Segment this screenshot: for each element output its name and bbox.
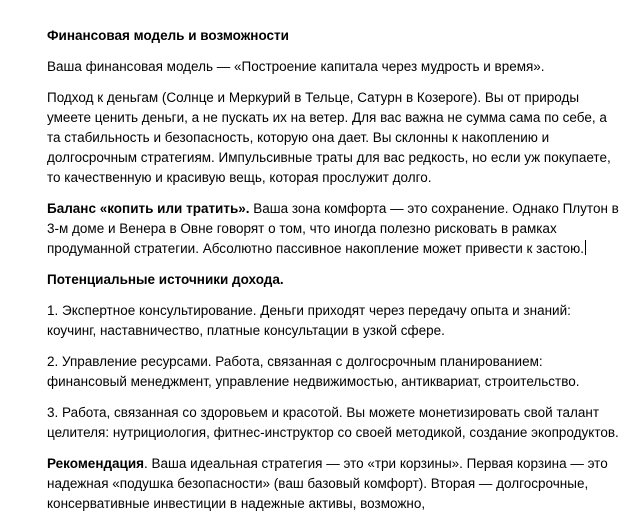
heading-income-sources: Потенциальные источники дохода. [47,272,284,287]
document-body[interactable] [47,26,622,525]
list-item-source-3: 3. Работа, связанная со здоровьем и красотой. Вы можете монетизировать свой талант целителя: нутрициология, фитнес-инструктор со своей методикой, создание экопродуктов. [47,405,619,440]
paragraph-balance [47,199,622,259]
paragraph-financial-model: Ваша финансовая модель — «Построение капитала через мудрость и время». [47,59,545,74]
balance-lead: Баланс «копить или тратить». [47,201,250,216]
paragraph-money-approach: Подход к деньгам (Солнце и Меркурий в Тельце, Сатурн в Козероге). Вы от природы умеете ценить деньги, а не пускать их на ветер. Для вас важна не сумма сама по себе, а та стабильность и безопасность, которую она дает. Вы склонны к накоплению и долгосрочным стратегиям. Импульсивные траты для вас редкость, но если уж покупаете, то качественную и красивую вещь, которая прослужит долго. [47,90,611,185]
heading-financial-model: Финансовая модель и возможности [47,28,289,43]
text-cursor [585,240,586,255]
paragraph-recommendation [47,454,622,514]
balance-text: Ваша зона комфорта — это сохранение. Однако Плутон в 3-м доме и Венера в Овне говорят о том, что иногда полезно рисковать в рамках продуманной стратегии. Абсолютно пассивное накопление может привести к застою. [47,201,619,256]
recommendation-text: . Ваша идеальная стратегия — это «три корзины». Первая корзина — это надежная «подушка безопасности» (ваш базовый комфорт). Вторая — долгосрочные, консервативные инвестиции в надежные активы, возможно, [47,456,608,511]
recommendation-lead: Рекомендация [47,456,145,471]
list-item-source-2: 2. Управление ресурсами. Работа, связанная с долгосрочным планированием: финансовый менеджмент, управление недвижимостью, антиквариат, строительство. [47,354,580,389]
list-item-source-1: 1. Экспертное консультирование. Деньги приходят через передачу опыта и знаний: коучинг, наставничество, платные консультации в узкой сфере. [47,303,571,338]
